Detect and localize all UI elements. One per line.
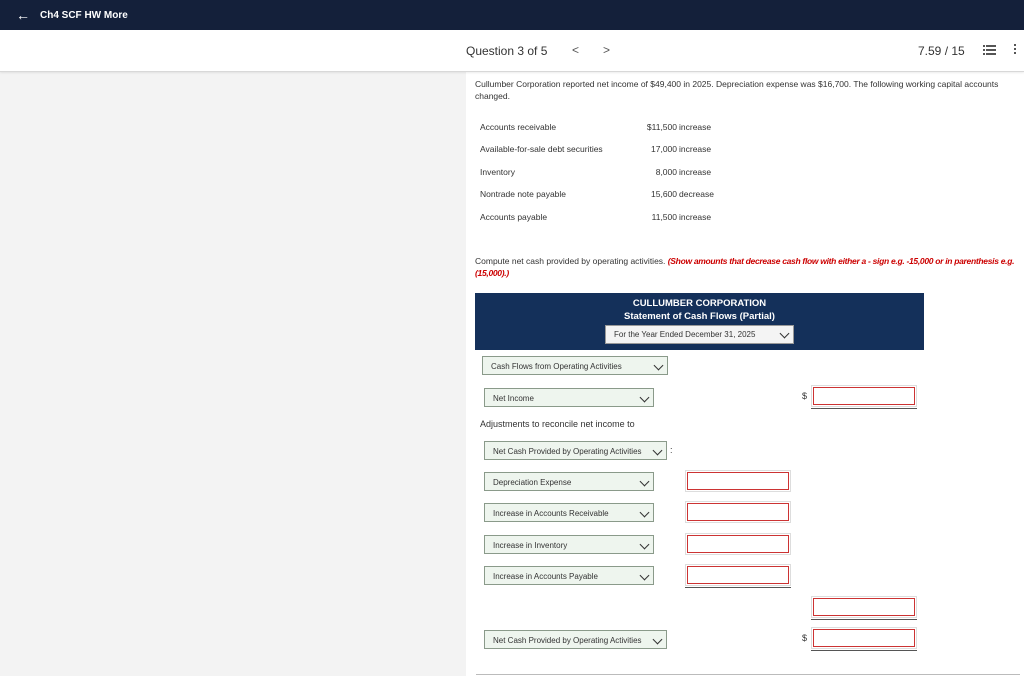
- underline: [811, 408, 917, 409]
- accounts-receivable-input[interactable]: [687, 503, 789, 521]
- problem-intro: Cullumber Corporation reported net income of $49,400 in 2025. Depreciation expense was $16,700. The following working capital accounts changed.: [475, 79, 999, 101]
- chevron-down-icon: [640, 571, 650, 581]
- table-row: Available-for-sale debt securities 17,000 increase: [480, 144, 712, 154]
- table-row: Nontrade note payable 15,600 decrease: [480, 189, 714, 199]
- accounts-payable-select[interactable]: Increase in Accounts Payable: [484, 566, 654, 585]
- depreciation-select[interactable]: Depreciation Expense: [484, 472, 654, 491]
- net-income-select[interactable]: Net Income: [484, 388, 654, 407]
- assignment-title: Ch4 SCF HW More: [40, 9, 128, 21]
- divider: [476, 674, 1020, 675]
- question-list-icon[interactable]: [983, 45, 996, 56]
- net-cash-select[interactable]: Net Cash Provided by Operating Activities: [484, 630, 667, 649]
- chevron-down-icon: [654, 361, 664, 371]
- chevron-down-icon: [640, 393, 650, 403]
- chevron-down-icon: [653, 635, 663, 645]
- question-bar: [0, 30, 1024, 72]
- adjustments-label: Adjustments to reconcile net income to: [480, 419, 635, 429]
- accounts-receivable-select[interactable]: Increase in Accounts Receivable: [484, 503, 654, 522]
- next-question-button[interactable]: >: [603, 43, 611, 57]
- dollar-sign: $: [802, 391, 808, 401]
- table-row: Accounts receivable $11,500 increase: [480, 122, 712, 132]
- underline: [811, 619, 917, 620]
- statement-title: Statement of Cash Flows (Partial): [624, 311, 775, 322]
- chevron-down-icon: [780, 329, 790, 339]
- accounts-payable-input[interactable]: [687, 566, 789, 584]
- instruction-text: Compute net cash provided by operating activities. (Show amounts that decrease cash flow with either a - sign e.g. -15,000 or in parenthesis e.g. (15,000).): [475, 256, 1015, 278]
- total-adjustments-input[interactable]: [813, 598, 915, 616]
- score-display: 7.59 / 15: [918, 44, 965, 58]
- colon: :: [670, 445, 673, 455]
- chevron-down-icon: [640, 508, 650, 518]
- table-row: Inventory 8,000 increase: [480, 167, 712, 177]
- net-cash-input[interactable]: [813, 629, 915, 647]
- top-bar: [0, 0, 1024, 30]
- underline: [685, 587, 791, 588]
- back-arrow-icon[interactable]: ←: [16, 7, 30, 23]
- depreciation-input[interactable]: [687, 472, 789, 490]
- section-select[interactable]: Cash Flows from Operating Activities: [482, 356, 668, 375]
- chevron-down-icon: [653, 446, 663, 456]
- instruction-highlight: (Show amounts that decrease cash flow with either a - sign e.g. -15,000 or in parenthesis e.g. (15,000).): [475, 256, 1015, 278]
- chevron-down-icon: [640, 540, 650, 550]
- adjustments-select[interactable]: Net Cash Provided by Operating Activities: [484, 441, 667, 460]
- table-row: Accounts payable 11,500 increase: [480, 212, 712, 222]
- inventory-select[interactable]: Increase in Inventory: [484, 535, 654, 554]
- more-options-icon[interactable]: [1014, 44, 1017, 56]
- net-income-input[interactable]: [813, 387, 915, 405]
- prev-question-button[interactable]: <: [572, 43, 580, 57]
- period-select[interactable]: For the Year Ended December 31, 2025: [605, 325, 794, 344]
- chevron-down-icon: [640, 477, 650, 487]
- left-pane: [0, 72, 466, 676]
- question-label: Question 3 of 5: [466, 44, 548, 58]
- statement-header: [475, 293, 924, 350]
- inventory-input[interactable]: [687, 535, 789, 553]
- company-name: CULLUMBER CORPORATION: [632, 298, 767, 309]
- dollar-sign: $: [802, 633, 808, 643]
- double-underline: [811, 650, 917, 651]
